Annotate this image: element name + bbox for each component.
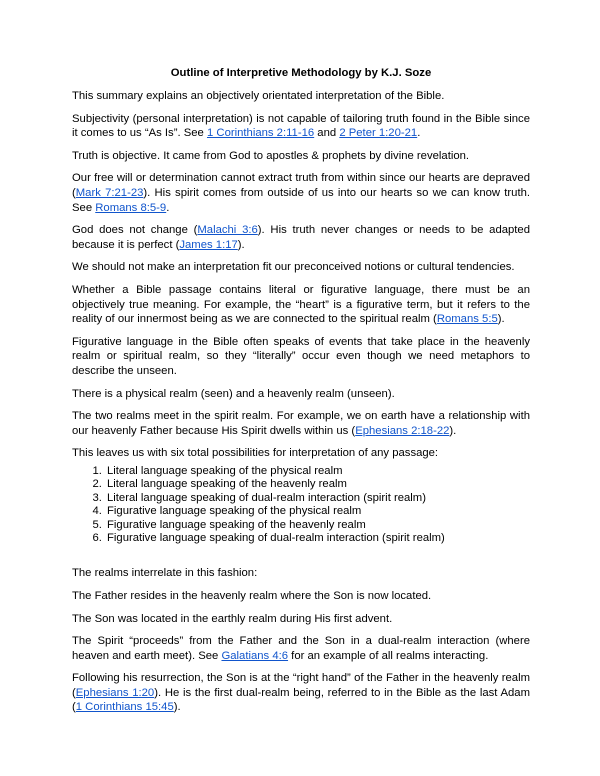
link-mark-7[interactable]: Mark 7:21-23 [75,186,144,199]
link-galatians-4[interactable]: Galatians 4:6 [221,649,289,662]
text: Our free will or determination cannot extract truth from within since our hearts are depraved ( [72,172,530,199]
interrelate-paragraph: The realms interrelate in this fashion: [72,567,258,580]
god-unchanging-paragraph [72,223,530,252]
son-paragraph: The Son was located in the earthly realm during His first advent. [72,612,393,625]
text: ). His truth never changes or needs to be adapted because it is perfect ( [72,224,530,251]
text: God does not change ( [72,224,198,237]
possibilities-paragraph: This leaves us with six total possibilities for interpretation of any passage: [72,447,439,460]
text: ). His spirit comes from outside of us into our hearts so we can know truth. See [72,186,530,214]
spirit-paragraph [72,634,530,663]
link-malachi-3[interactable]: Malachi 3:6 [197,224,258,237]
list-item: 5. Figurative language speaking of the heavenly realm [105,519,530,532]
text: Subjectivity (personal interpretation) is not capable of tailoring truth found in the Bible since it comes to us “As Is”. See [72,112,530,140]
spacer [72,545,530,566]
text: ). [173,701,181,714]
realms-paragraph: There is a physical realm (seen) and a heavenly realm (unseen). [72,387,395,400]
two-realms-paragraph [72,409,530,438]
link-romans-5[interactable]: Romans 5:5 [436,313,498,326]
text: The two realms meet in the spirit realm. For example, we on earth have a relationship with our heavenly Father because His Spirit dwells within us ( [72,410,530,437]
text: Following his resurrection, the Son is at the “right hand” of the Father in the heavenly realm ( [72,672,530,699]
text: ). [449,424,457,437]
document-page [72,66,530,723]
link-romans-8[interactable]: Romans 8:5-9 [95,201,167,214]
free-will-paragraph [72,171,530,215]
literal-figurative-paragraph [72,283,530,327]
possibilities-list [72,465,530,545]
document-title: Outline of Interpretive Methodology by K.J. Soze [170,67,432,79]
text: ). [237,238,245,251]
list-item: 6. Figurative language speaking of dual-realm interaction (spirit realm) [105,532,530,545]
list-item: 4. Figurative language speaking of the physical realm [105,505,530,518]
text: Whether a Bible passage contains literal or figurative language, there must be an objectively true meaning. For example, the “heart” is a figurative term, but it refers to the reality of our innermost being as we are connected to the spiritual realm ( [72,283,530,326]
link-ephesians-2[interactable]: Ephesians 2:18-22 [355,424,450,437]
list-item: 1. Literal language speaking of the physical realm [105,465,530,478]
link-james-1[interactable]: James 1:17 [179,238,238,251]
list-item: 2. Literal language speaking of the heavenly realm [105,478,530,491]
link-1-corinthians-15[interactable]: 1 Corinthians 15:45 [75,701,174,714]
truth-paragraph: Truth is objective. It came from God to apostles & prophets by divine revelation. [72,149,470,162]
link-ephesians-1[interactable]: Ephesians 1:20 [75,686,155,699]
link-2-peter-1[interactable]: 2 Peter 1:20-21 [339,127,418,140]
intro-paragraph: This summary explains an objectively orientated interpretation of the Bible. [72,90,445,102]
preconceived-paragraph: We should not make an interpretation fit our preconceived notions or cultural tendencies. [72,261,515,274]
text: . [166,201,170,214]
text: The Spirit “proceeds” from the Father and the Son in a dual-realm interaction (where heaven and earth meet). See [72,635,530,662]
text: and [314,127,340,140]
text: ). [497,313,505,326]
text: ). He is the first dual-realm being, referred to in the Bible as the last Adam ( [72,686,530,714]
link-1-corinthians-2[interactable]: 1 Corinthians 2:11-16 [206,127,315,140]
resurrection-paragraph [72,671,530,715]
subjectivity-paragraph [72,112,530,141]
text: for an example of all realms interacting. [288,649,489,662]
figurative-language-paragraph: Figurative language in the Bible often speaks of events that take place in the heavenly realm or spiritual realm, so they “literally” occur even though we need metaphors to describe the unseen. [72,335,530,377]
father-paragraph: The Father resides in the heavenly realm where the Son is now located. [72,589,432,602]
text: . [417,127,421,140]
list-item: 3. Literal language speaking of dual-realm interaction (spirit realm) [105,492,530,505]
